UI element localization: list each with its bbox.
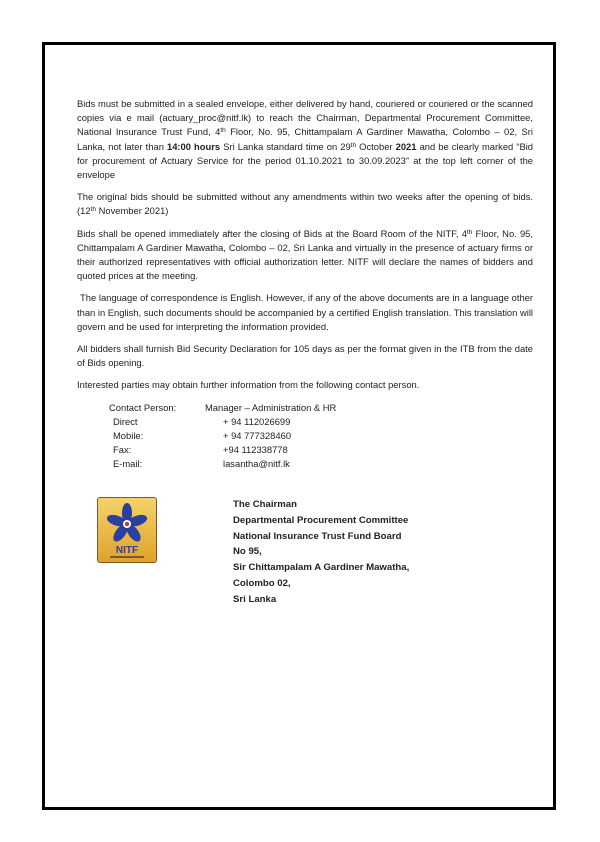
- page-border: [42, 42, 556, 810]
- contact-label: Mobile:: [113, 429, 144, 441]
- superscript: th: [220, 127, 226, 135]
- superscript: th: [90, 206, 96, 214]
- text-run: November 2021): [95, 205, 169, 217]
- logo-text: NITF: [115, 545, 139, 556]
- address-line: Sir Chittampalam A Gardiner Mawatha,: [233, 562, 410, 574]
- bold-year: 2021: [395, 140, 417, 152]
- paragraph-bid-security: All bidders shall furnish Bid Security Declaration for 105 days as per the format given in the ITB from the date of Bids opening.: [77, 343, 533, 369]
- contact-value: + 94 777328460: [223, 429, 292, 441]
- contact-block: [77, 401, 533, 471]
- contact-person-row: [109, 401, 533, 415]
- contact-label: Direct: [113, 415, 138, 427]
- address-line: Sri Lanka: [233, 593, 277, 605]
- text-run: Sri Lanka standard time on 29: [220, 140, 351, 152]
- text-run: The original bids should be submitted without any amendments within two weeks after the opening of bids. (12: [77, 191, 533, 217]
- text-run: Bids must be submitted in a sealed envelope, either delivered by hand, couriered or couriered or the scanned copies via e mail (actuary_proc@nitf.lk) to reach the Chairman, Departmental Procurement Committee, National Insurance Trust Fund, 4: [77, 98, 533, 138]
- document-body: [77, 97, 533, 471]
- paragraph-language: The language of correspondence is English. However, if any of the above documents are in a language other than in English, such documents should be accompanied by a certified English translation. This translation will govern and be used for interpreting the information provided.: [77, 292, 533, 332]
- paragraph-original-bids: [77, 190, 533, 218]
- paragraph-bid-opening: [77, 227, 533, 284]
- contact-person-label: Contact Person:: [109, 401, 177, 413]
- flower-icon: [98, 498, 156, 562]
- contact-row-fax: [113, 443, 533, 457]
- contact-row-direct: [113, 415, 533, 429]
- paragraph-contact-intro: Interested parties may obtain further information from the following contact person.: [77, 379, 420, 391]
- address-line: Colombo 02,: [233, 577, 291, 589]
- contact-person-value: Manager – Administration & HR: [205, 401, 337, 413]
- chairman-address: [233, 497, 409, 608]
- address-line: Departmental Procurement Committee: [233, 514, 409, 526]
- superscript: th: [466, 228, 473, 236]
- contact-email-link[interactable]: lasantha@nitf.lk: [223, 457, 290, 469]
- text-run: Floor, No. 95, Chittampalam A Gardiner Mawatha, Colombo – 02, Sri Lanka, not later than: [77, 126, 533, 152]
- text-run: October: [356, 140, 396, 152]
- contact-value: + 94 112026699: [223, 415, 291, 427]
- contact-row-mobile: [113, 429, 533, 443]
- address-line: The Chairman: [233, 499, 297, 510]
- superscript: th: [350, 141, 357, 149]
- address-line: National Insurance Trust Fund Board: [233, 530, 402, 542]
- nitf-logo: [97, 497, 157, 563]
- text-run: Bids shall be opened immediately after the closing of Bids at the Board Room of the NITF, 4: [77, 227, 467, 239]
- bold-time: 14:00 hours: [167, 140, 221, 152]
- contact-label: Fax:: [113, 443, 132, 455]
- text-run: and be clearly marked “Bid for procurement of Actuary Service for the period 01.10.2021 to 30.09.2023” at the top left corner of the envelope: [77, 140, 533, 181]
- signature-block: [97, 497, 517, 607]
- contact-label: E-mail:: [113, 457, 143, 469]
- contact-value: +94 112338778: [223, 443, 288, 455]
- paragraph-submission: [77, 97, 533, 182]
- text-run: Floor, No. 95, Chittampalam A Gardiner Mawatha, Colombo – 02, Sri Lanka and virtually in the presence of actuary firms or their authorized representatives with official authorization letter. NITF will declare the names of bidders and quoted prices at the meeting.: [77, 227, 533, 282]
- address-line: No 95,: [233, 546, 262, 558]
- contact-row-email: [113, 457, 533, 471]
